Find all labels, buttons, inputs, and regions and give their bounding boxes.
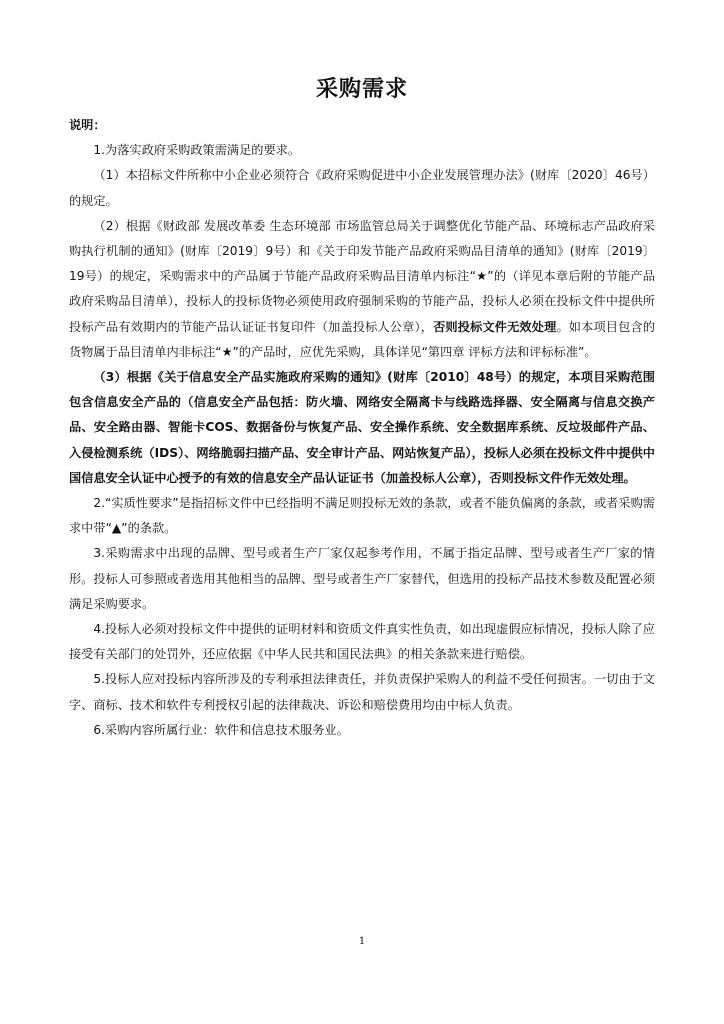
paragraph-1-2-end: 。如本项目包含的货物属于品目清单内非标注“★”的产品时，应优先采购，具体详见“第四章 评标方法和评标标准”。 [69,319,656,359]
document-body [69,113,655,743]
paragraph-4: 4.投标人必须对投标文件中提供的证明材料和资质文件真实性负责，如出现虚假应标情况，投标人除了应接受有关部门的处罚外，还应依据《中华人民共和国民法典》的相关条款来进行赔偿。 [69,622,655,662]
paragraph-6: 6.采购内容所属行业：软件和信息技术服务业。 [93,722,349,737]
paragraph-1: 1.为落实政府采购政策需满足的要求。 [93,143,301,158]
paragraph-3: 3.采购需求中出现的品牌、型号或者生产厂家仅起参考作用，不属于指定品牌、型号或者生产厂家的情形。投标人可参照或者选用其他相当的品牌、型号或者生产厂家替代，但选用的投标产品技术参数及配置必须满足采购要求。 [69,546,655,611]
page-title: 采购需求 [315,77,408,102]
page-number: 1 [358,936,366,947]
intro-label: 说明： [69,118,106,132]
paragraph-1-2-text: （2）根据《财政部 发展改革委 生态环境部 市场监管总局关于调整优化节能产品、环境标志产品政府采购执行机制的通知》(财库〔2019〕9号）和《关于印发节能产品政府采购品目清单的通知》(财库〔2019〕19号）的规定，采购需求中的产品属于节能产品政府采购品目清单内标注“★”的（详见本章后附的节能产品政府采购品目清单），投标人的投标货物必须使用政府强制采购的节能产品，投标人必须在投标文件中提供所投标产品有效期内的节能产品认证证书复印件（加盖投标人公章）， [69,218,655,334]
paragraph-1-2-bold: 否则投标文件无效处理 [433,319,557,334]
paragraph-5: 5.投标人应对投标内容所涉及的专利承担法律责任，并负责保护采购人的利益不受任何损害。一切由于文字、商标、技术和软件专利授权引起的法律裁决、诉讼和赔偿费用均由中标人负责。 [69,672,655,712]
paragraph-1-3: （3）根据《关于信息安全产品实施政府采购的通知》(财库〔2010〕48号）的规定，本项目采购范围包含信息安全产品的（信息安全产品包括：防火墙、网络安全隔离卡与线路选择器、安全隔离与信息交换产品、安全路由器、智能卡COS、数据备份与恢复产品、安全操作系统、安全数据库系统、反垃圾邮件产品、入侵检测系统（IDS）、网络脆弱扫描产品、安全审计产品、网站恢复产品），投标人必须在投标文件中提供中国信息安全认证中心授予的有效的信息安全产品认证证书（加盖投标人公章），否则投标文件作无效处理。 [69,370,655,485]
paragraph-1-1: （1）本招标文件所称中小企业必须符合《政府采购促进中小企业发展管理办法》(财库〔2020〕46号）的规定。 [69,168,655,208]
paragraph-1-2 [69,214,655,365]
paragraph-2: 2.“实质性要求”是指招标文件中已经指明不满足则投标无效的条款，或者不能负偏离的条款，或者采购需求中带“▲”的条款。 [69,496,655,536]
